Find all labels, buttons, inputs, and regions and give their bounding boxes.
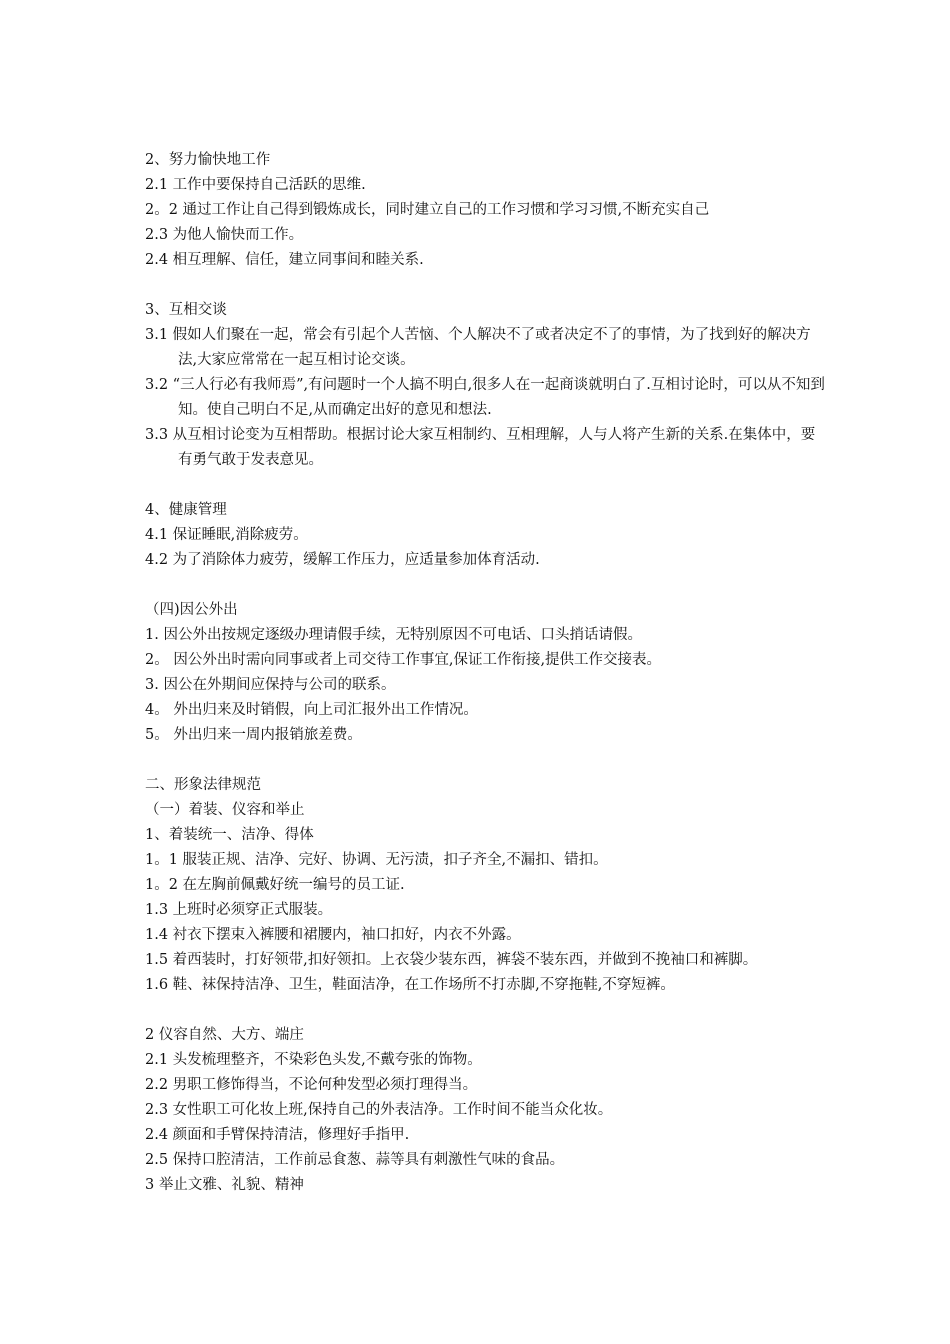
spacer: [145, 473, 825, 498]
paragraph-line: 1.6 鞋、袜保持洁净、卫生，鞋面洁净，在工作场所不打赤脚,不穿拖鞋,不穿短裤。: [145, 977, 675, 993]
subsection-heading: 1、着装统一、洁净、得体: [145, 827, 314, 843]
spacer: [145, 273, 825, 298]
paragraph-line: 2.3 为他人愉快而工作。: [145, 227, 304, 243]
paragraph-line: 2.3 女性职工可化妆上班,保持自己的外表洁净。工作时间不能当众化妆。: [145, 1102, 613, 1118]
paragraph-line: 2.4 颜面和手臂保持清洁，修理好手指甲.: [145, 1127, 410, 1143]
section-heading: 二、形象法律规范: [145, 777, 261, 793]
paragraph-line: 1。2 在左胸前佩戴好统一编号的员工证.: [145, 877, 405, 893]
section-heading: 2 仪容自然、大方、端庄: [145, 1027, 304, 1043]
section-heading: 3、互相交谈: [145, 302, 227, 318]
paragraph-line: 5。 外出归来一周内报销旅差费。: [145, 727, 362, 743]
paragraph-line: 2。 因公外出时需向同事或者上司交待工作事宜,保证工作衔接,提供工作交接表。: [145, 652, 662, 668]
paragraph-line: 3. 因公在外期间应保持与公司的联系。: [145, 677, 396, 693]
paragraph-line: 2.1 工作中要保持自己活跃的思维.: [145, 177, 366, 193]
paragraph-line: 3.2 “三人行必有我师焉”,有问题时一个人搞不明白,很多人在一起商谈就明白了.互相讨论时，可以从不知到知。使自己明白不足,从而确定出好的意见和想法.: [145, 377, 825, 418]
section-business-trip: [145, 598, 825, 748]
section-appearance: [145, 1023, 825, 1198]
paragraph-line: 1.5 着西装时，打好领带,扣好领扣。上衣袋少装东西，裤袋不装东西，并做到不挽袖口和裤脚。: [145, 952, 758, 968]
paragraph-line: 2.2 男职工修饰得当，不论何种发型必须打理得当。: [145, 1077, 478, 1093]
section-work-happily: [145, 148, 825, 273]
paragraph-line: 2。2 通过工作让自己得到锻炼成长，同时建立自己的工作习惯和学习习惯,不断充实自己: [145, 202, 710, 218]
spacer: [145, 998, 825, 1023]
paragraph-line: 4。 外出归来及时销假，向上司汇报外出工作情况。: [145, 702, 478, 718]
paragraph-line: 3.3 从互相讨论变为互相帮助。根据讨论大家互相制约、互相理解，人与人将产生新的关系.在集体中，要有勇气敢于发表意见。: [145, 427, 816, 468]
section-heading: 4、健康管理: [145, 502, 227, 518]
paragraph-line: 3.1 假如人们聚在一起，常会有引起个人苦恼、个人解决不了或者决定不了的事情，为了找到好的解决方法,大家应常常在一起互相讨论交谈。: [145, 327, 811, 368]
paragraph-line: 1.3 上班时必须穿正式服装。: [145, 902, 333, 918]
section-heading: 2、努力愉快地工作: [145, 152, 271, 168]
section-heading: （四)因公外出: [145, 602, 238, 618]
paragraph-line: 4.1 保证睡眠,消除疲劳。: [145, 527, 308, 543]
paragraph-line: 2.4 相互理解、信任，建立同事间和睦关系.: [145, 252, 424, 268]
section-health-management: [145, 498, 825, 573]
paragraph-line: 1. 因公外出按规定逐级办理请假手续，无特别原因不可电话、口头捎话请假。: [145, 627, 642, 643]
paragraph-line: 2.1 头发梳理整齐，不染彩色头发,不戴夸张的饰物。: [145, 1052, 482, 1068]
section-heading: 3 举止文雅、礼貌、精神: [145, 1177, 304, 1193]
paragraph-line: 4.2 为了消除体力疲劳，缓解工作压力，应适量参加体育活动.: [145, 552, 540, 568]
subsection-heading: （一）着装、仪容和举止: [145, 802, 305, 818]
paragraph-line: 2.5 保持口腔清洁，工作前忌食葱、蒜等具有刺激性气味的食品。: [145, 1152, 565, 1168]
section-mutual-talk: [145, 298, 825, 473]
section-image-standards: [145, 773, 825, 998]
document-page: [145, 148, 825, 1198]
paragraph-line: 1。1 服装正规、洁净、完好、协调、无污渍，扣子齐全,不漏扣、错扣。: [145, 852, 608, 868]
paragraph-line: 1.4 衬衣下摆束入裤腰和裙腰内，袖口扣好，内衣不外露。: [145, 927, 521, 943]
spacer: [145, 573, 825, 598]
spacer: [145, 748, 825, 773]
